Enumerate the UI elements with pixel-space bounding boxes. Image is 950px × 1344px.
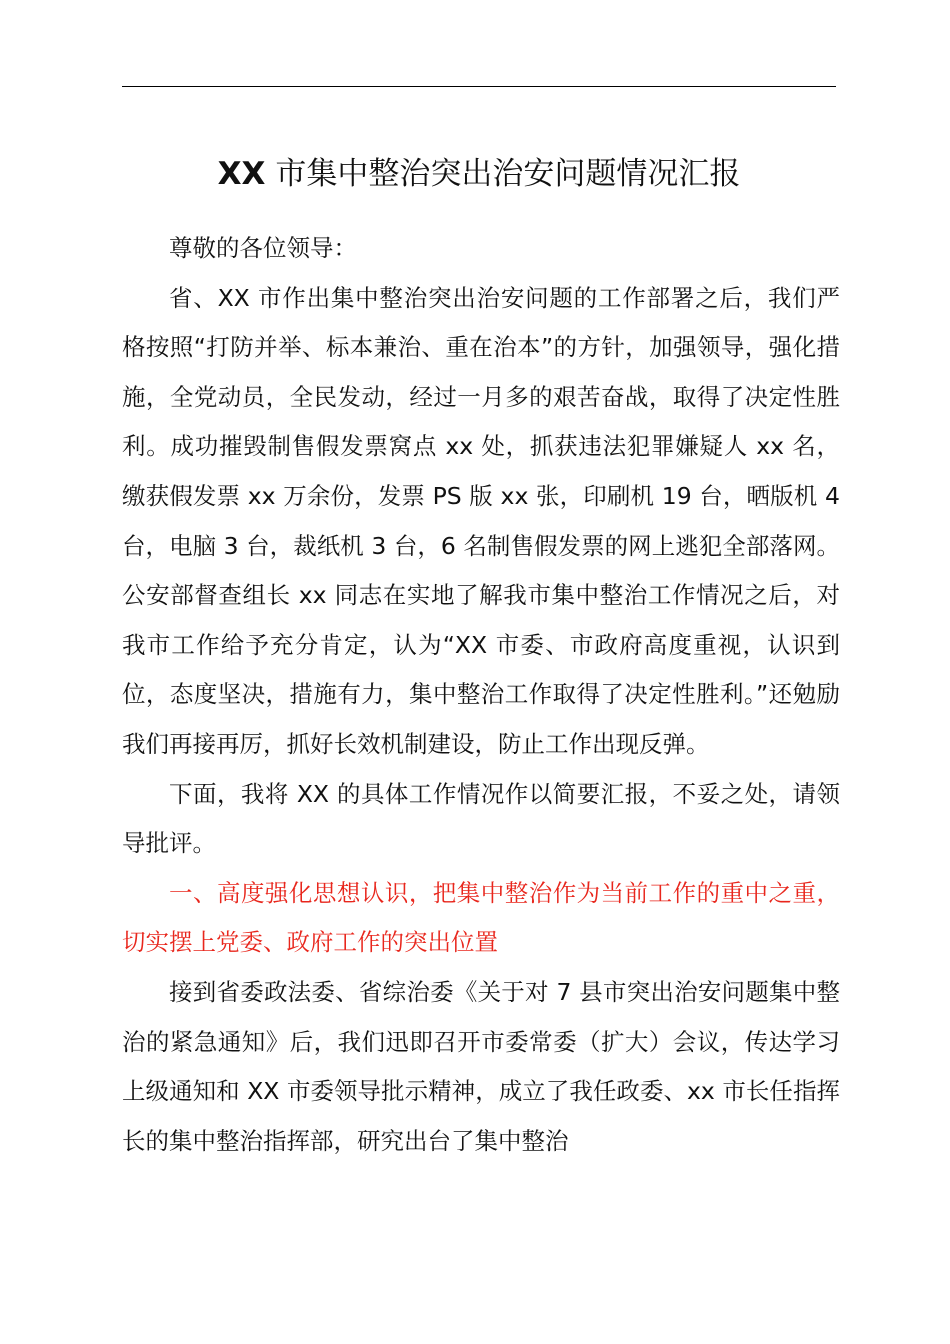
paragraph-section-1: 接到省委政法委、省综治委《关于对 7 县市突出治安问题集中整治的紧急通知》后，我们迅即召开市委常委（扩大）会议，传达学习上级通知和 XX 市委领导批示精神，成立了我任政委、xx 市长任指挥长的集中整治指挥部，研究出台了集中整治 — [122, 977, 840, 1155]
section-heading-1: 一、高度强化思想认识，把集中整治作为当前工作的重中之重，切实摆上党委、政府工作的突出位置 — [122, 878, 840, 957]
salutation: 尊敬的各位领导： — [169, 234, 357, 262]
document-title — [122, 150, 836, 198]
document-body — [122, 224, 840, 1166]
paragraph-intro: 省、XX 市作出集中整治突出治安问题的工作部署之后，我们严格按照“打防并举、标本兼治、重在治本”的方针，加强领导，强化措施，全党动员，全民发动，经过一月多的艰苦奋战，取得了决定性胜利。成功摧毁制售假发票窝点 xx 处，抓获违法犯罪嫌疑人 xx 名，缴获假发票 xx 万余份，发票 PS 版 xx 张，印刷机 19 台，晒版机 4 台，电脑 3 台，裁纸机 3 台，6 名制售假发票的网上逃犯全部落网。公安部督查组长 xx 同志在实地了解我市集中整治工作情况之后，对我市工作给予充分肯定，认为“XX 市委、市政府高度重视，认识到位，态度坚决，措施有力，集中整治工作取得了决定性胜利。”还勉励我们再接再厉，抓好长效机制建设，防止工作出现反弹。 — [122, 283, 840, 758]
title-prefix: XX — [217, 156, 266, 192]
header-rule — [122, 86, 836, 87]
title-text: 市集中整治突出治安问题情况汇报 — [265, 156, 741, 192]
paragraph-overview: 下面，我将 XX 的具体工作情况作以简要汇报，不妥之处，请领导批评。 — [122, 779, 840, 858]
